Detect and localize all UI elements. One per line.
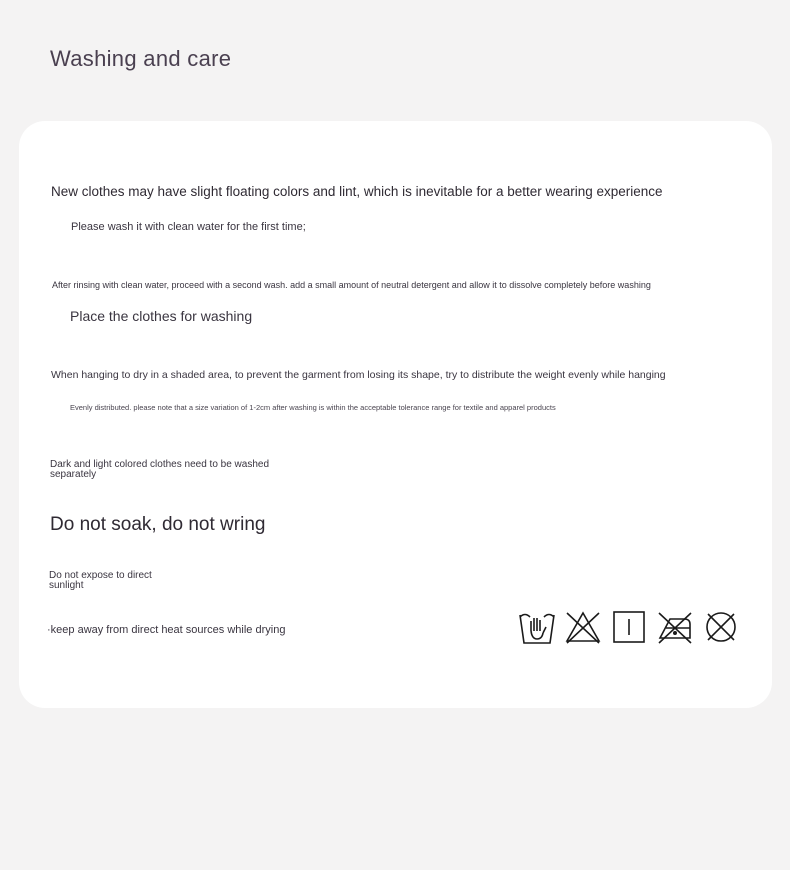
instruction-place-clothes: Place the clothes for washing (70, 308, 253, 324)
do-not-bleach-icon (564, 609, 602, 645)
do-not-tumble-dry-icon (702, 609, 740, 645)
do-not-iron-icon (656, 609, 694, 645)
instruction-no-sunlight: Do not expose to direct sunlight (49, 570, 152, 591)
instruction-second-wash: After rinsing with clean water, proceed with a second wash. add a small amount of neutral detergent and allow it to dissolve completely before washing (52, 280, 651, 290)
care-symbols (518, 609, 740, 645)
instruction-no-heat: ·keep away from direct heat sources while drying (47, 624, 286, 636)
instruction-no-soak-wring: Do not soak, do not wring (50, 514, 266, 535)
instruction-separate-colors: Dark and light colored clothes need to be washed separately (50, 459, 270, 480)
page-title: Washing and care (50, 46, 232, 71)
care-instructions-card (19, 121, 772, 708)
instruction-hang-dry: When hanging to dry in a shaded area, to prevent the garment from losing its shape, try to distribute the weight evenly while hanging (51, 369, 666, 381)
line-dry-icon (610, 609, 648, 645)
instruction-first-wash: Please wash it with clean water for the first time; (71, 221, 306, 233)
instruction-new-clothes: New clothes may have slight floating colors and lint, which is inevitable for a better wearing experience (51, 184, 663, 199)
instruction-size-tolerance: Evenly distributed. please note that a size variation of 1-2cm after washing is within the acceptable tolerance range for textile and apparel products (70, 403, 556, 412)
hand-wash-icon (518, 609, 556, 645)
